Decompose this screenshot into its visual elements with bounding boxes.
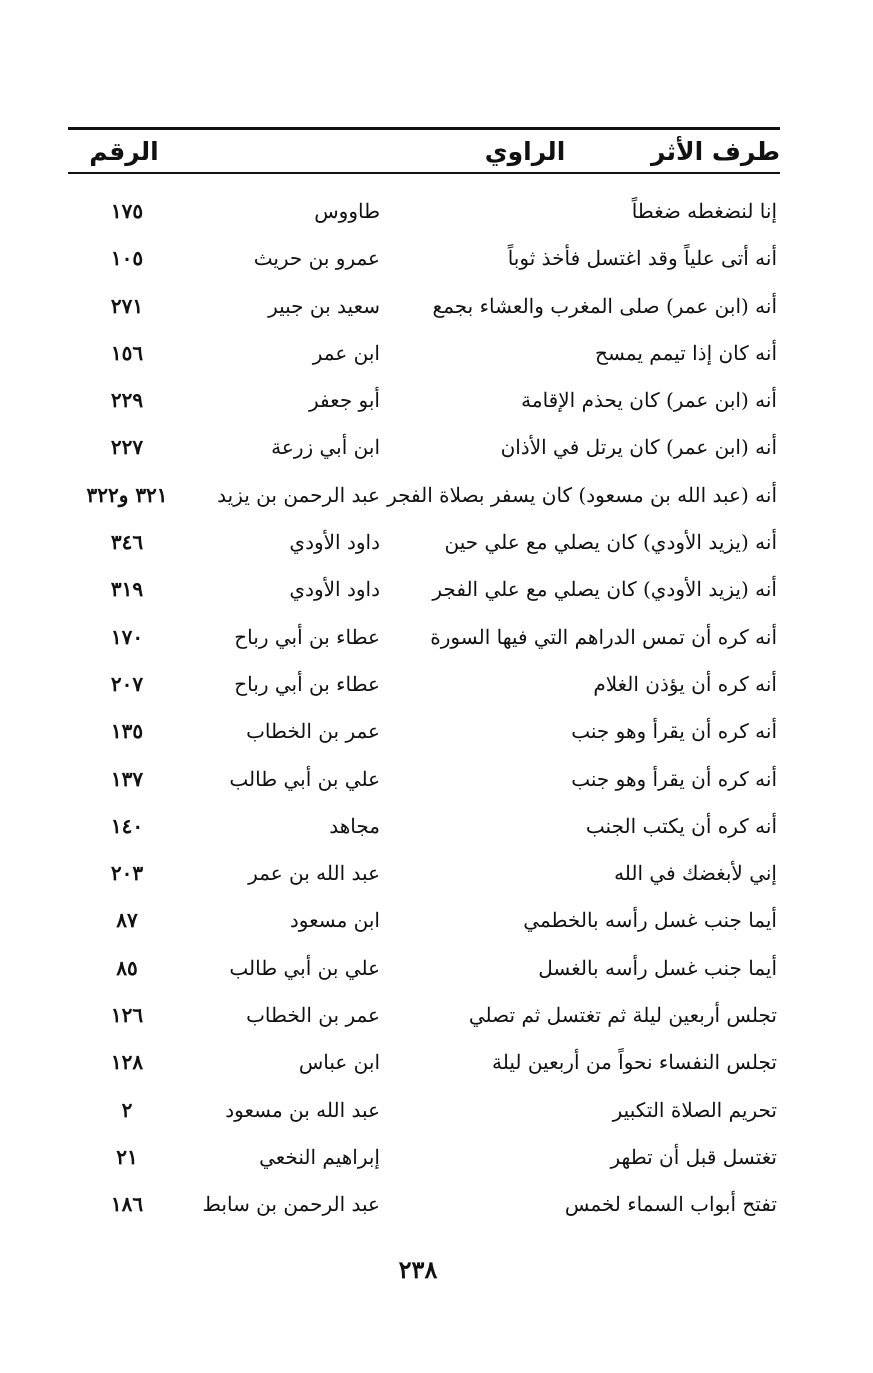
table-row <box>0 661 873 708</box>
athar-text: تجلس النفساء نحواً من أربعين ليلة <box>492 1050 777 1075</box>
athar-number: ٢٧١ <box>110 293 144 318</box>
athar-number: ١٧٥ <box>110 199 144 223</box>
rawi-name: طاووس <box>314 199 380 223</box>
athar-text: أنه (ابن عمر) صلى المغرب والعشاء بجمع <box>432 293 777 318</box>
athar-number: ٢٠٣ <box>110 861 144 886</box>
athar-number: ١٥٦ <box>110 340 144 365</box>
athar-text: أنه كره أن يقرأ وهو جنب <box>571 719 777 744</box>
athar-number: ١٤٠ <box>110 813 144 838</box>
rawi-name: مجاهد <box>329 813 380 838</box>
rawi-name: إبراهيم النخعي <box>259 1144 380 1169</box>
rawi-name: داود الأودي <box>289 530 380 555</box>
athar-text: إني لأبغضك في الله <box>614 861 777 886</box>
athar-text: أنه كره أن يقرأ وهو جنب <box>571 766 777 791</box>
athar-number: ٢١ <box>116 1144 138 1169</box>
athar-number: ١٢٨ <box>110 1050 144 1075</box>
table-row <box>0 897 873 944</box>
athar-text: أنه (عبد الله بن مسعود) كان يسفر بصلاة الفجر <box>387 482 777 507</box>
table-row <box>0 850 873 897</box>
table-row <box>0 519 873 566</box>
athar-text: أنه كره أن يكتب الجنب <box>585 813 777 838</box>
table-row <box>0 1134 873 1181</box>
table-row <box>0 188 873 235</box>
athar-number: ١٧٠ <box>110 624 144 649</box>
athar-number: ٨٧ <box>116 908 138 933</box>
athar-number: ٢٠٧ <box>110 671 144 696</box>
athar-text: أيما جنب غسل رأسه بالخطمي <box>523 908 777 933</box>
athar-number: ١٣٥ <box>110 719 144 744</box>
table-top-rule <box>68 127 780 130</box>
column-header-number: الرقم <box>89 137 159 166</box>
athar-number: ٢ <box>121 1097 133 1122</box>
athar-text: أنه (ابن عمر) كان يرتل في الأذان <box>500 435 777 460</box>
athar-text: تغتسل قبل أن تطهر <box>610 1144 777 1169</box>
athar-text: أنه كان إذا تيمم يمسح <box>595 340 777 365</box>
rawi-name: عطاء بن أبي رباح <box>234 624 380 649</box>
athar-number: ٢٢٩ <box>110 388 144 413</box>
table-row <box>0 283 873 330</box>
athar-number: ١٠٥ <box>110 246 144 271</box>
table-row <box>0 803 873 850</box>
athar-number: ٣٢١ و٣٢٢ <box>86 482 168 507</box>
rawi-name: عمر بن الخطاب <box>246 719 380 744</box>
table-row <box>0 992 873 1039</box>
rawi-name: ابن مسعود <box>289 908 380 933</box>
rawi-name: ابن أبي زرعة <box>271 435 380 460</box>
athar-text: أيما جنب غسل رأسه بالغسل <box>538 955 777 980</box>
rawi-name: داود الأودي <box>289 577 380 602</box>
table-row <box>0 235 873 282</box>
rawi-name: عمرو بن حريث <box>253 246 380 271</box>
table-row <box>0 566 873 613</box>
athar-text: أنه (يزيد الأودي) كان يصلي مع علي حين <box>444 530 777 555</box>
rawi-name: أبو جعفر <box>309 388 380 413</box>
rawi-name: عبد الله بن مسعود <box>225 1097 380 1122</box>
athar-text: أنه كره أن يؤذن الغلام <box>593 671 777 696</box>
table-row <box>0 330 873 377</box>
table-row <box>0 708 873 755</box>
athar-number: ١٣٧ <box>110 766 144 791</box>
athar-text: تجلس أربعين ليلة ثم تغتسل ثم تصلي <box>468 1003 777 1028</box>
table-row <box>0 1181 873 1228</box>
rawi-name: ابن عمر <box>312 340 380 365</box>
athar-text: أنه (ابن عمر) كان يحذم الإقامة <box>521 388 777 413</box>
table-row <box>0 424 873 471</box>
rawi-name: عطاء بن أبي رباح <box>234 671 380 696</box>
rawi-name: عمر بن الخطاب <box>246 1003 380 1028</box>
column-header-athar: طرف الأثر <box>651 137 780 166</box>
athar-text: أنه كره أن تمس الدراهم التي فيها السورة <box>430 624 777 649</box>
rawi-name: عبد الرحمن بن سابط <box>202 1192 380 1217</box>
table-header-rule <box>68 172 780 174</box>
rawi-name: علي بن أبي طالب <box>229 955 380 980</box>
table-row <box>0 472 873 519</box>
rawi-name: ابن عباس <box>298 1050 380 1075</box>
table-row <box>0 377 873 424</box>
table-row <box>0 614 873 661</box>
index-table-body <box>0 188 873 1229</box>
rawi-name: عبد الرحمن بن يزيد <box>217 482 380 507</box>
table-row <box>0 1087 873 1134</box>
athar-number: ١٢٦ <box>110 1003 144 1028</box>
table-row <box>0 1039 873 1086</box>
athar-number: ٣٤٦ <box>110 530 144 555</box>
athar-text: أنه (يزيد الأودي) كان يصلي مع علي الفجر <box>432 577 777 602</box>
rawi-name: سعيد بن جبير <box>268 293 380 318</box>
athar-number: ٢٢٧ <box>110 435 144 460</box>
athar-number: ٨٥ <box>116 955 138 980</box>
page-number: ٢٣٨ <box>398 1255 438 1284</box>
athar-text: إنا لنضغطه ضغطاً <box>631 199 777 223</box>
athar-number: ٣١٩ <box>110 577 144 602</box>
column-header-rawi: الراوي <box>484 137 566 166</box>
table-row <box>0 945 873 992</box>
athar-text: تفتح أبواب السماء لخمس <box>564 1192 777 1217</box>
athar-number: ١٨٦ <box>110 1192 144 1217</box>
athar-text: أنه أتى علياً وقد اغتسل فأخذ ثوباً <box>507 246 777 271</box>
athar-text: تحريم الصلاة التكبير <box>612 1097 777 1122</box>
rawi-name: علي بن أبي طالب <box>229 766 380 791</box>
table-row <box>0 756 873 803</box>
rawi-name: عبد الله بن عمر <box>248 861 380 886</box>
